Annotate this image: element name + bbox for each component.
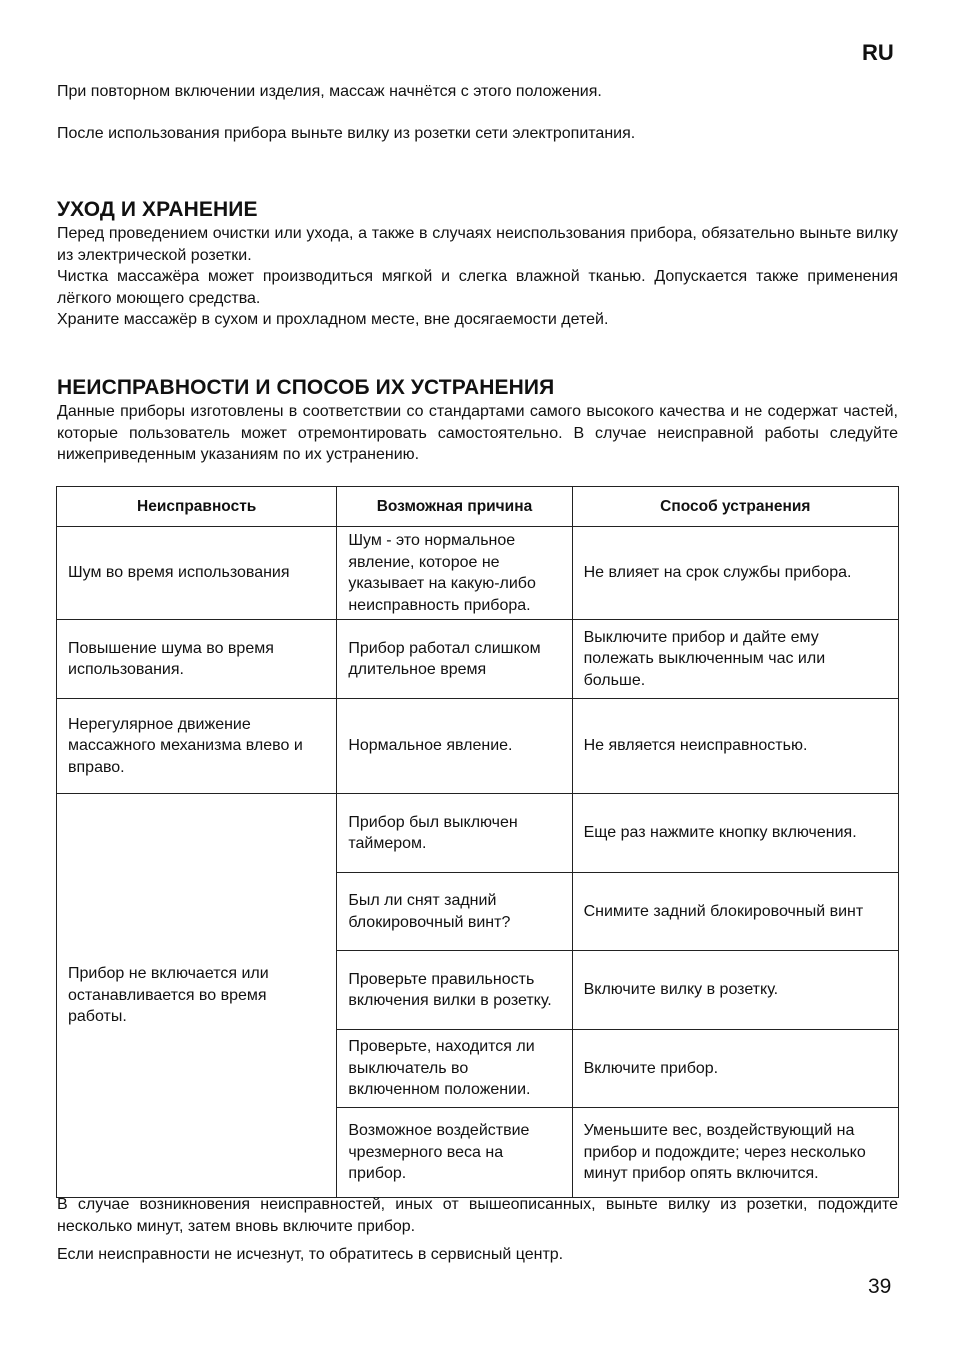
- solution-cell: Еще раз нажмите кнопку включения.: [572, 794, 898, 873]
- intro-paragraph-2: После использования прибора выньте вилку из розетки сети электропитания.: [57, 125, 636, 142]
- care-heading: УХОД И ХРАНЕНИЕ: [57, 198, 258, 221]
- care-paragraph-3: Храните массажёр в сухом и прохладном месте, вне досягаемости детей.: [57, 311, 609, 328]
- cause-cell: Проверьте, находится ли выключатель во включенном положении.: [337, 1030, 572, 1108]
- solution-cell: Выключите прибор и дайте ему полежать выключенным час или больше.: [572, 620, 898, 699]
- cause-cell: Шум - это нормальное явление, которое не указывает на какую-либо неисправность прибора.: [337, 527, 572, 620]
- solution-cell: Не влияет на срок службы прибора.: [572, 527, 898, 620]
- problem-cell: Шум во время использования: [57, 527, 337, 620]
- page-number: 39: [868, 1275, 892, 1298]
- cause-cell: Нормальное явление.: [337, 699, 572, 794]
- table-row: [57, 699, 899, 794]
- solution-cell: Включите прибор.: [572, 1030, 898, 1108]
- problem-cell: Повышение шума во время использования.: [57, 620, 337, 699]
- table-header-row: [57, 487, 899, 527]
- cause-cell: Прибор работал слишком длительное время: [337, 620, 572, 699]
- care-paragraph-2: Чистка массажёра может производиться мягкой и слегка влажной тканью. Допускается также применения лёгкого моющего средства.: [57, 268, 898, 307]
- header-solution: Способ устранения: [572, 487, 898, 527]
- table-row: [57, 527, 899, 620]
- cause-cell: Был ли снят задний блокировочный винт?: [337, 873, 572, 951]
- intro-paragraph-1: При повторном включении изделия, массаж начнётся с этого положения.: [57, 83, 602, 100]
- table-row: [57, 620, 899, 699]
- header-cause: Возможная причина: [337, 487, 572, 527]
- troubleshooting-table: [56, 486, 899, 1198]
- troubleshooting-heading: НЕИСПРАВНОСТИ И СПОСОБ ИХ УСТРАНЕНИЯ: [57, 376, 555, 399]
- solution-cell: Снимите задний блокировочный винт: [572, 873, 898, 951]
- solution-cell: Уменьшите вес, воздействующий на прибор и подождите; через несколько минут прибор опять включится.: [572, 1108, 898, 1198]
- cause-cell: Возможное воздействие чрезмерного веса на прибор.: [337, 1108, 572, 1198]
- footer-paragraph-1: В случае возникновения неисправностей, иных от вышеописанных, выньте вилку из розетки, подождите несколько минут, затем вновь включите прибор.: [57, 1196, 898, 1235]
- cause-cell: Проверьте правильность включения вилки в розетку.: [337, 951, 572, 1030]
- problem-cell: Нерегулярное движение массажного механизма влево и вправо.: [57, 699, 337, 794]
- table-row: [57, 794, 899, 873]
- troubleshooting-intro: Данные приборы изготовлены в соответствии со стандартами самого высокого качества и не содержат частей, которые пользователь может отремонтировать самостоятельно. В случае неисправной работы следуйте нижеприведенным указаниям по их устранению.: [57, 403, 898, 463]
- language-code: RU: [862, 40, 894, 65]
- grouped-problem-cell: Прибор не включается или останавливается во время работы.: [57, 794, 337, 1198]
- header-problem: Неисправность: [57, 487, 337, 527]
- footer-paragraph-2: Если неисправности не исчезнут, то обратитесь в сервисный центр.: [57, 1246, 564, 1263]
- cause-cell: Прибор был выключен таймером.: [337, 794, 572, 873]
- care-paragraph-1: Перед проведением очистки или ухода, а также в случаях неиспользования прибора, обязательно выньте вилку из электрической розетки.: [57, 225, 898, 264]
- solution-cell: Включите вилку в розетку.: [572, 951, 898, 1030]
- solution-cell: Не является неисправностью.: [572, 699, 898, 794]
